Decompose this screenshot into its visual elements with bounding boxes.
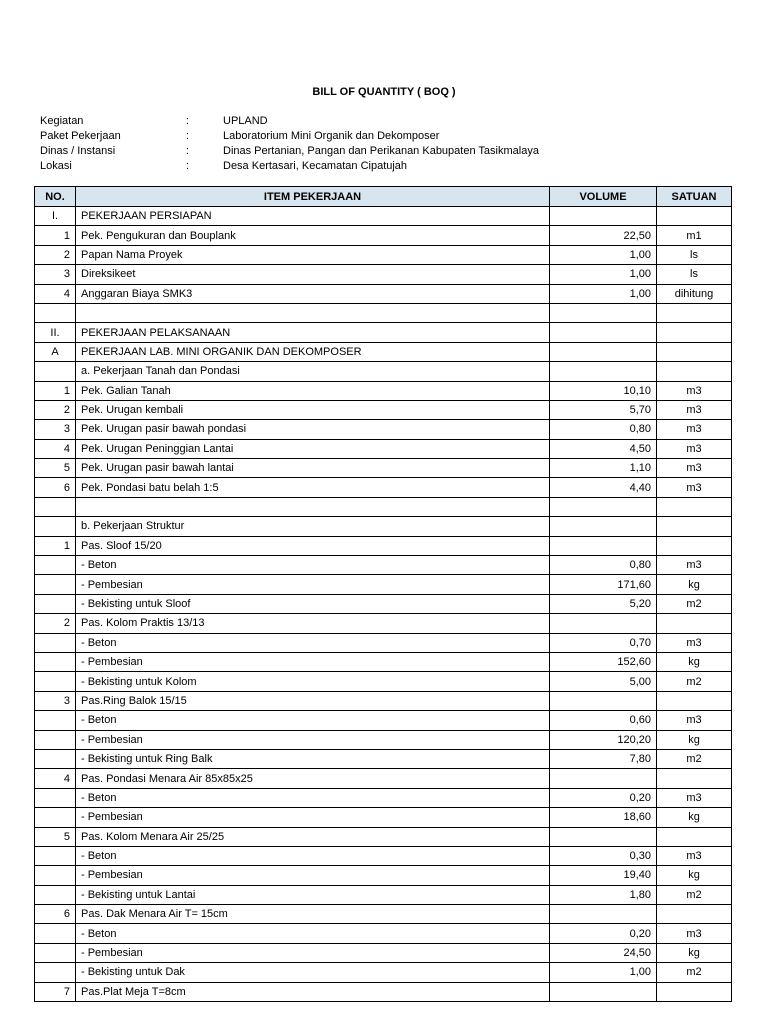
cell-volume: 7,80 — [550, 749, 657, 768]
cell-volume: 19,40 — [550, 866, 657, 885]
meta-row-kegiatan — [40, 114, 539, 129]
table-row — [35, 982, 732, 1001]
meta-colon: : — [186, 115, 190, 127]
cell-volume — [550, 982, 657, 1001]
cell-no: 6 — [35, 905, 76, 924]
meta-value: Laboratorium Mini Organik dan Dekomposer — [223, 130, 440, 142]
cell-volume — [550, 362, 657, 381]
cell-item: - Pembesian — [76, 730, 550, 749]
table-row — [35, 652, 732, 671]
cell-item: - Beton — [76, 556, 550, 575]
cell-satuan: m3 — [657, 400, 732, 419]
cell-volume — [550, 303, 657, 322]
cell-satuan — [657, 342, 732, 361]
cell-no: 7 — [35, 982, 76, 1001]
cell-item: Pas. Sloof 15/20 — [76, 536, 550, 555]
table-row — [35, 459, 732, 478]
cell-item: PEKERJAAN PELAKSANAAN — [76, 323, 550, 342]
cell-no — [35, 303, 76, 322]
cell-satuan: m3 — [657, 711, 732, 730]
cell-item: Papan Nama Proyek — [76, 245, 550, 264]
boq-table — [34, 186, 732, 1002]
cell-item: - Pembesian — [76, 652, 550, 671]
cell-item: Pas. Pondasi Menara Air 85x85x25 — [76, 769, 550, 788]
cell-volume — [550, 614, 657, 633]
cell-satuan — [657, 536, 732, 555]
meta-label: Lokasi — [40, 160, 72, 172]
table-row — [35, 575, 732, 594]
cell-volume — [550, 323, 657, 342]
cell-item: - Bekisting untuk Kolom — [76, 672, 550, 691]
cell-volume: 171,60 — [550, 575, 657, 594]
document-title: BILL OF QUANTITY ( BOQ ) — [312, 86, 456, 98]
cell-volume: 0,80 — [550, 556, 657, 575]
meta-row-lokasi — [40, 159, 539, 174]
cell-no: 1 — [35, 536, 76, 555]
cell-satuan: m2 — [657, 963, 732, 982]
table-row — [35, 400, 732, 419]
cell-no — [35, 556, 76, 575]
cell-no: A — [35, 342, 76, 361]
table-row — [35, 381, 732, 400]
column-header-satuan: SATUAN — [657, 187, 732, 207]
meta-value: Desa Kertasari, Kecamatan Cipatujah — [223, 160, 408, 172]
table-row — [35, 536, 732, 555]
cell-volume: 0,20 — [550, 924, 657, 943]
table-row — [35, 420, 732, 439]
cell-satuan — [657, 303, 732, 322]
cell-volume — [550, 769, 657, 788]
cell-volume: 4,50 — [550, 439, 657, 458]
cell-item: Pek. Pondasi batu belah 1:5 — [76, 478, 550, 497]
cell-satuan — [657, 614, 732, 633]
cell-item: - Bekisting untuk Lantai — [76, 885, 550, 904]
cell-item: Pek. Urugan Peninggian Lantai — [76, 439, 550, 458]
cell-item: Pek. Urugan pasir bawah lantai — [76, 459, 550, 478]
cell-item: Pek. Pengukuran dan Bouplank — [76, 226, 550, 245]
cell-no: 5 — [35, 459, 76, 478]
cell-no — [35, 866, 76, 885]
table-row — [35, 207, 732, 226]
table-row — [35, 439, 732, 458]
meta-colon: : — [186, 145, 190, 157]
cell-satuan — [657, 323, 732, 342]
cell-satuan: m2 — [657, 672, 732, 691]
cell-item: b. Pekerjaan Struktur — [76, 517, 550, 536]
cell-satuan — [657, 982, 732, 1001]
cell-no — [35, 575, 76, 594]
cell-satuan: m3 — [657, 556, 732, 575]
cell-satuan: m3 — [657, 420, 732, 439]
cell-item: - Beton — [76, 711, 550, 730]
cell-volume — [550, 497, 657, 516]
cell-satuan — [657, 769, 732, 788]
cell-satuan: m3 — [657, 439, 732, 458]
cell-satuan: m2 — [657, 885, 732, 904]
cell-no: 2 — [35, 400, 76, 419]
cell-volume: 0,80 — [550, 420, 657, 439]
cell-item: - Beton — [76, 788, 550, 807]
meta-label: Kegiatan — [40, 115, 84, 127]
cell-satuan — [657, 905, 732, 924]
cell-item — [76, 303, 550, 322]
table-header-row — [35, 187, 732, 207]
column-header-volume: VOLUME — [550, 187, 657, 207]
table-row — [35, 284, 732, 303]
cell-satuan — [657, 362, 732, 381]
table-row — [35, 808, 732, 827]
table-row — [35, 265, 732, 284]
cell-item: Pas.Ring Balok 15/15 — [76, 691, 550, 710]
table-row — [35, 769, 732, 788]
cell-no: 2 — [35, 614, 76, 633]
cell-satuan: kg — [657, 943, 732, 962]
cell-satuan — [657, 497, 732, 516]
cell-volume: 152,60 — [550, 652, 657, 671]
cell-satuan — [657, 827, 732, 846]
cell-volume: 22,50 — [550, 226, 657, 245]
cell-no: II. — [35, 323, 76, 342]
meta-colon: : — [186, 130, 190, 142]
cell-item: Anggaran Biaya SMK3 — [76, 284, 550, 303]
cell-volume: 1,00 — [550, 284, 657, 303]
cell-volume: 18,60 — [550, 808, 657, 827]
cell-volume: 1,80 — [550, 885, 657, 904]
cell-satuan — [657, 691, 732, 710]
table-row — [35, 846, 732, 865]
meta-value: UPLAND — [223, 115, 268, 127]
cell-satuan: m3 — [657, 846, 732, 865]
cell-volume: 0,30 — [550, 846, 657, 865]
cell-satuan: m3 — [657, 381, 732, 400]
table-row — [35, 517, 732, 536]
cell-volume: 0,70 — [550, 633, 657, 652]
cell-satuan: ls — [657, 265, 732, 284]
cell-no — [35, 749, 76, 768]
cell-no: 2 — [35, 245, 76, 264]
cell-no — [35, 711, 76, 730]
cell-volume — [550, 517, 657, 536]
cell-satuan: m3 — [657, 924, 732, 943]
cell-volume: 1,00 — [550, 245, 657, 264]
cell-satuan: m3 — [657, 459, 732, 478]
table-row — [35, 691, 732, 710]
meta-label: Dinas / Instansi — [40, 145, 116, 157]
cell-volume: 10,10 — [550, 381, 657, 400]
table-row — [35, 788, 732, 807]
cell-no — [35, 672, 76, 691]
cell-no — [35, 362, 76, 381]
project-info — [40, 114, 539, 174]
column-header-item: ITEM PEKERJAAN — [76, 187, 550, 207]
cell-no: 5 — [35, 827, 76, 846]
column-header-no: NO. — [35, 187, 76, 207]
cell-item: Pas. Kolom Praktis 13/13 — [76, 614, 550, 633]
cell-volume: 4,40 — [550, 478, 657, 497]
cell-satuan: m1 — [657, 226, 732, 245]
table-row — [35, 730, 732, 749]
cell-satuan: m3 — [657, 478, 732, 497]
table-row — [35, 614, 732, 633]
cell-item: PEKERJAAN LAB. MINI ORGANIK DAN DEKOMPOSER — [76, 342, 550, 361]
cell-volume — [550, 207, 657, 226]
cell-no — [35, 846, 76, 865]
table-row — [35, 342, 732, 361]
cell-item: Pek. Urugan kembali — [76, 400, 550, 419]
table-row — [35, 594, 732, 613]
cell-volume — [550, 691, 657, 710]
cell-no: 4 — [35, 284, 76, 303]
table-row — [35, 556, 732, 575]
cell-item: Pek. Urugan pasir bawah pondasi — [76, 420, 550, 439]
cell-no — [35, 594, 76, 613]
cell-satuan: m2 — [657, 749, 732, 768]
table-row — [35, 749, 732, 768]
table-row — [35, 905, 732, 924]
table-row — [35, 323, 732, 342]
table-row — [35, 943, 732, 962]
cell-satuan: kg — [657, 575, 732, 594]
cell-satuan: kg — [657, 730, 732, 749]
cell-item: Pas. Dak Menara Air T= 15cm — [76, 905, 550, 924]
cell-item: - Pembesian — [76, 866, 550, 885]
cell-item: - Bekisting untuk Sloof — [76, 594, 550, 613]
table-row — [35, 362, 732, 381]
cell-no: 1 — [35, 226, 76, 245]
cell-no — [35, 808, 76, 827]
cell-volume: 24,50 — [550, 943, 657, 962]
cell-satuan: m2 — [657, 594, 732, 613]
cell-item: Pas. Kolom Menara Air 25/25 — [76, 827, 550, 846]
cell-item: - Pembesian — [76, 808, 550, 827]
cell-no: I. — [35, 207, 76, 226]
cell-no — [35, 924, 76, 943]
cell-volume — [550, 905, 657, 924]
cell-volume: 5,00 — [550, 672, 657, 691]
cell-item: - Bekisting untuk Dak — [76, 963, 550, 982]
cell-no: 3 — [35, 265, 76, 284]
cell-item: Direksikeet — [76, 265, 550, 284]
cell-satuan: kg — [657, 808, 732, 827]
cell-no — [35, 517, 76, 536]
table-row — [35, 633, 732, 652]
table-row — [35, 245, 732, 264]
table-row — [35, 827, 732, 846]
table-row — [35, 303, 732, 322]
cell-no: 4 — [35, 769, 76, 788]
cell-volume — [550, 827, 657, 846]
cell-item: - Pembesian — [76, 575, 550, 594]
cell-satuan: m3 — [657, 788, 732, 807]
meta-label: Paket Pekerjaan — [40, 130, 121, 142]
cell-satuan: kg — [657, 652, 732, 671]
cell-volume: 120,20 — [550, 730, 657, 749]
cell-satuan — [657, 517, 732, 536]
cell-item: - Bekisting untuk Ring Balk — [76, 749, 550, 768]
table-row — [35, 924, 732, 943]
cell-item: a. Pekerjaan Tanah dan Pondasi — [76, 362, 550, 381]
table-row — [35, 711, 732, 730]
cell-no — [35, 885, 76, 904]
table-row — [35, 885, 732, 904]
cell-item: Pek. Galian Tanah — [76, 381, 550, 400]
cell-volume: 1,10 — [550, 459, 657, 478]
table-row — [35, 963, 732, 982]
cell-item: Pas.Plat Meja T=8cm — [76, 982, 550, 1001]
cell-volume: 0,60 — [550, 711, 657, 730]
cell-no — [35, 633, 76, 652]
meta-row-paket — [40, 129, 539, 144]
meta-row-dinas — [40, 144, 539, 159]
cell-item: - Beton — [76, 633, 550, 652]
table-body — [35, 207, 732, 1002]
cell-no: 6 — [35, 478, 76, 497]
cell-no: 4 — [35, 439, 76, 458]
cell-no — [35, 652, 76, 671]
cell-satuan — [657, 207, 732, 226]
cell-no — [35, 730, 76, 749]
cell-satuan: ls — [657, 245, 732, 264]
cell-volume: 1,00 — [550, 963, 657, 982]
cell-volume — [550, 342, 657, 361]
cell-item: PEKERJAAN PERSIAPAN — [76, 207, 550, 226]
cell-item: - Beton — [76, 846, 550, 865]
cell-no — [35, 788, 76, 807]
table-row — [35, 672, 732, 691]
cell-satuan: dihitung — [657, 284, 732, 303]
cell-item: - Beton — [76, 924, 550, 943]
cell-volume: 1,00 — [550, 265, 657, 284]
table-row — [35, 866, 732, 885]
cell-satuan: kg — [657, 866, 732, 885]
meta-colon: : — [186, 160, 190, 172]
cell-no — [35, 963, 76, 982]
cell-item: - Pembesian — [76, 943, 550, 962]
cell-volume: 5,20 — [550, 594, 657, 613]
cell-no: 1 — [35, 381, 76, 400]
meta-value: Dinas Pertanian, Pangan dan Perikanan Kabupaten Tasikmalaya — [223, 145, 539, 157]
cell-volume: 0,20 — [550, 788, 657, 807]
cell-no: 3 — [35, 420, 76, 439]
cell-item — [76, 497, 550, 516]
cell-no: 3 — [35, 691, 76, 710]
table-row — [35, 478, 732, 497]
cell-satuan: m3 — [657, 633, 732, 652]
cell-no — [35, 943, 76, 962]
table-row — [35, 497, 732, 516]
cell-volume: 5,70 — [550, 400, 657, 419]
cell-no — [35, 497, 76, 516]
cell-volume — [550, 536, 657, 555]
table-row — [35, 226, 732, 245]
